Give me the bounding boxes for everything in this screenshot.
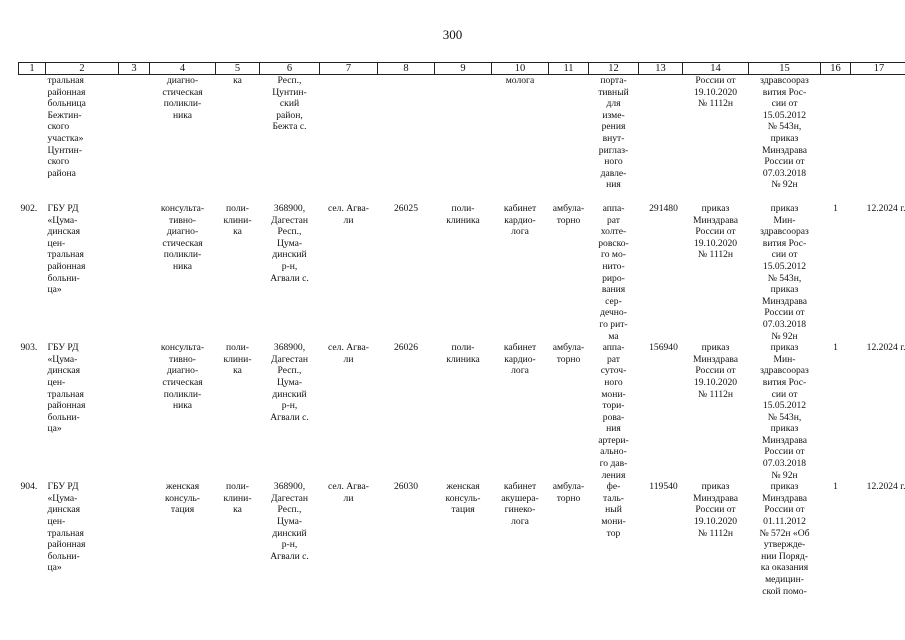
table-cell-col-7: сел. Агва- ли (328, 342, 369, 365)
table-cell-col-5: ка (233, 75, 242, 86)
table-cell-col-5: поли- клини- ка (223, 481, 252, 516)
table-cell-col-1 (19, 75, 46, 204)
table-cell-col-15: приказ Мин- здравсоораз вития Рос- сии от 15.05.2012 № 543н, приказ Минздрава России от 07.03.2018 № 92н (760, 203, 809, 342)
table-cell-col-3 (119, 481, 150, 619)
table-cell-col-10: молога (505, 75, 535, 86)
page-number: 300 (442, 27, 463, 42)
column-header-9: 9 (435, 63, 492, 75)
table-cell-col-4: консульта- тивно- диагно- стическая поликли- ника (160, 203, 205, 272)
table-cell-col-6: 368900, Дагестан Респ., Цума- динский р-н, Агвали с. (270, 481, 309, 562)
table-cell-col-14: России от 19.10.2020 № 1112н (693, 75, 738, 110)
table-cell-col-1: 903. (20, 342, 38, 354)
table-cell-col-9: поли- клиника (446, 203, 480, 226)
table-cell-col-11: амбула- торно (552, 342, 585, 365)
table-cell-col-11 (549, 75, 589, 204)
table-cell-col-8: 26026 (394, 342, 418, 354)
table-cell-col-4: консульта- тивно- диагно- стическая поликли- ника (160, 342, 205, 412)
table-cell-col-12: порта- тивный для изме- рения внут- риглаз- ного давле- ния (598, 75, 629, 191)
header-row (19, 63, 905, 75)
table-cell-col-7: сел. Агва- ли (328, 203, 369, 226)
table-cell-col-17: 12.2024 г. (866, 481, 905, 493)
table-cell-col-10: кабинет кардио- лога (503, 342, 537, 377)
column-header-3: 3 (119, 63, 150, 75)
table-cell-col-3 (119, 342, 150, 481)
table-cell-col-1: 902. (20, 203, 38, 214)
table-cell-col-12: фе- таль- ный мони- тор (601, 481, 626, 539)
column-header-4: 4 (150, 63, 216, 75)
table-cell-col-3 (119, 75, 150, 204)
table-cell-col-17 (851, 75, 905, 204)
table-cell-col-2: ГБУ РД «Цума- динская цен- тральная районная больни- ца» (47, 203, 86, 296)
table-cell-col-2: тральная районная больница Бежтин- ского участка» Цунтин- ского района (47, 75, 86, 179)
column-header-7: 7 (320, 63, 378, 75)
table-cell-col-16: 1 (833, 203, 838, 214)
column-header-5: 5 (216, 63, 260, 75)
table-cell-col-7 (320, 75, 378, 204)
column-header-10: 10 (492, 63, 549, 75)
table-cell-col-2: ГБУ РД «Цума- динская цен- тральная районная больни- ца» (47, 342, 86, 435)
column-header-16: 16 (821, 63, 851, 75)
table-cell-col-6: Респ., Цунтин- ский район, Бежта с. (272, 75, 307, 133)
table-row (19, 75, 905, 204)
table-cell-col-4: женская консуль- тация (165, 481, 200, 516)
table-row (19, 481, 905, 619)
column-header-8: 8 (378, 63, 435, 75)
table-cell-col-8 (378, 75, 435, 204)
table-cell-col-12: аппа- рат суточ- ного мони- тори- рова- ния артери- ально- го дав- ления (598, 342, 629, 481)
table-cell-col-6: 368900, Дагестан Респ., Цума- динский р-н, Агвали с. (270, 342, 309, 423)
table-cell-col-11: амбула- торно (552, 481, 585, 504)
column-header-17: 17 (851, 63, 905, 75)
table-cell-col-3 (119, 203, 150, 342)
table-cell-col-13: 291480 (649, 203, 678, 214)
column-header-13: 13 (639, 63, 683, 75)
table-cell-col-14: приказ Минздрава России от 19.10.2020 № 1112н (692, 203, 738, 261)
column-header-2: 2 (46, 63, 119, 75)
table-cell-col-9: женская консуль- тация (445, 481, 481, 516)
table-cell-col-15: здравсоораз вития Рос- сии от 15.05.2012 № 543н, приказ Минздрава России от 07.03.2018 № 92н (760, 75, 809, 191)
table-cell-col-14: приказ Минздрава России от 19.10.2020 № 1112н (692, 481, 738, 539)
table-cell-col-16 (821, 75, 851, 204)
table-cell-col-4: диагно- стическая поликли- ника (162, 75, 203, 121)
table-row (19, 203, 905, 342)
column-header-12: 12 (589, 63, 639, 75)
column-header-1: 1 (19, 63, 46, 75)
table-cell-col-1: 904. (20, 481, 38, 493)
table-cell-col-13 (639, 75, 683, 204)
table-cell-col-11: амбула- торно (552, 203, 585, 226)
column-header-11: 11 (549, 63, 589, 75)
table-cell-col-13: 156940 (649, 342, 678, 354)
table-cell-col-5: поли- клини- ка (223, 342, 252, 377)
table-cell-col-10: кабинет акушера- гинеко- лога (501, 481, 539, 528)
table-cell-col-12: аппа- рат холте- ровско- го мо- нито- риро- вания сер- дечно- го рит- ма (598, 203, 629, 342)
table-cell-col-15: приказ Мин- здравсоораз вития Рос- сии от 15.05.2012 № 543н, приказ Минздрава России от 07.03.2018 № 92н (760, 342, 809, 481)
column-header-6: 6 (260, 63, 320, 75)
table-cell-col-15: приказ Минздрава России от 01.11.2012 № 572н «Об утвержде- нии Поряд- ка оказания медицин- ской помо- (759, 481, 810, 597)
table-cell-col-13: 119540 (649, 481, 678, 493)
table-cell-col-10: кабинет кардио- лога (503, 203, 537, 238)
table-cell-col-16: 1 (833, 342, 838, 354)
equipment-table (18, 62, 905, 619)
column-header-14: 14 (683, 63, 749, 75)
table-cell-col-7: сел. Агва- ли (328, 481, 369, 504)
table-body (19, 75, 905, 620)
table-cell-col-2: ГБУ РД «Цума- динская цен- тральная районная больни- ца» (47, 481, 86, 574)
table-row (19, 342, 905, 481)
table-cell-col-17: 12.2024 г. (866, 342, 905, 354)
table-cell-col-6: 368900, Дагестан Респ., Цума- динский р-н, Агвали с. (270, 203, 309, 284)
column-header-15: 15 (749, 63, 821, 75)
table-cell-col-8: 26025 (394, 203, 418, 214)
table-cell-col-9 (435, 75, 492, 204)
table-cell-col-9: поли- клиника (446, 342, 480, 365)
table-cell-col-5: поли- клини- ка (223, 203, 252, 238)
table-cell-col-17: 12.2024 г. (866, 203, 905, 214)
table-cell-col-8: 26030 (394, 481, 418, 493)
table-cell-col-14: приказ Минздрава России от 19.10.2020 № 1112н (692, 342, 738, 400)
table-cell-col-16: 1 (833, 481, 838, 493)
